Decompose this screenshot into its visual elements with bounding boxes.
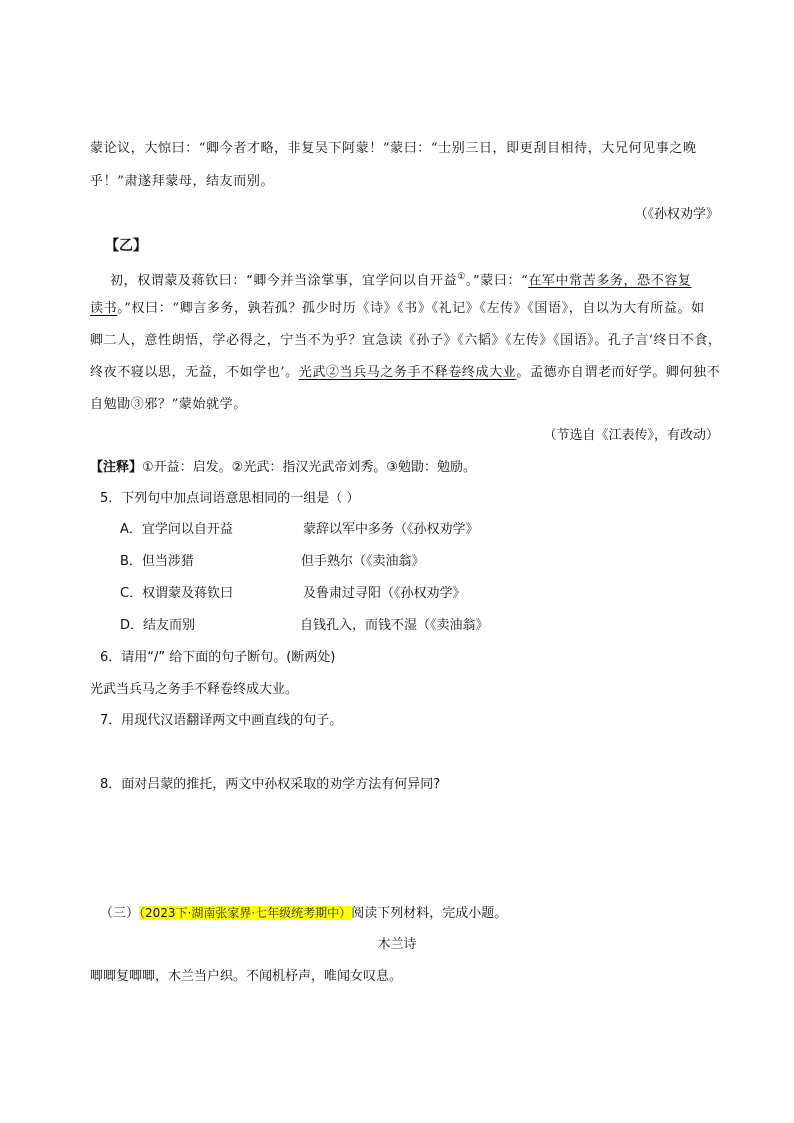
- passage-b-line-1: [110, 267, 750, 291]
- passage-b-line-4: [90, 363, 730, 383]
- q5-option-b-left: B．但当涉猎: [120, 554, 194, 569]
- underlined-sentence-a: 在军中常苦多务，恐不容复: [528, 273, 692, 289]
- section-3-heading: [100, 903, 740, 924]
- notes-label: 【注释】: [90, 460, 143, 475]
- q5-option-a-left: A．宜学问以自开益: [120, 522, 233, 537]
- passage-b-line-4-rest: 。孟德亦自谓老而好学。卿何独不: [516, 365, 721, 380]
- passage-a-line-1: 蒙论议，大惊曰：“卿今者才略，非复吴下阿蒙！”蒙曰：“士别三日，即更刮目相待，大兄何见事之晚: [90, 141, 697, 156]
- passage-a-source: （《孙权劝学》: [634, 207, 719, 222]
- question-6-stem: 6．请用“/” 给下面的句子断句。(断两处): [100, 650, 336, 665]
- question-6-sentence: 光武当兵马之务手不释卷终成大业。: [90, 682, 299, 697]
- passage-b-line-1-mid: 。”蒙曰：“: [465, 273, 529, 289]
- question-5-stem: 5．下列句中加点词语意思相同的一组是（ ）: [100, 491, 360, 506]
- passage-a-line-2: 乎！”肃遂拜蒙母，结友而别。: [90, 174, 275, 189]
- q5-option-c-left: C．权谓蒙及蒋钦曰: [120, 586, 234, 601]
- note-marker: ①: [457, 272, 466, 282]
- passage-b-label: 【乙】: [105, 238, 147, 254]
- poem-title: 木兰诗: [377, 937, 417, 952]
- passage-b-line-4-text: 终夜不寝以思，无益，不如学也’。: [90, 365, 299, 380]
- underlined-sentence-b: 光武②当兵马之务手不释卷终成大业: [298, 365, 517, 380]
- section-3-prefix: （三）: [100, 906, 140, 921]
- passage-b-line-3: 卿二人，意性朗悟，学必得之，宁当不为乎？宜急读《孙子》《六韬》《左传》《国语》。孔子言‘终日不食，: [90, 333, 722, 348]
- notes-line: [90, 458, 730, 478]
- q5-option-a-right: 蒙辞以军中多务（《孙权劝学》: [303, 522, 479, 537]
- passage-b-line-5: 自勉勖③邪？”蒙始就学。: [90, 397, 247, 412]
- q5-option-d-right: 自钱孔入，而钱不湿（《卖油翁》: [300, 618, 489, 633]
- passage-b-line-1-text: 初，权谓蒙及蒋钦曰：“卿今并当涂掌事，宜学问以自开益: [110, 273, 458, 289]
- q5-option-b-right: 但手熟尔（《卖油翁》: [301, 554, 425, 569]
- q5-option-d-left: D．结友而别: [120, 618, 196, 633]
- q5-option-c-right: 及鲁肃过寻阳（《孙权劝学》: [303, 586, 466, 601]
- question-7-stem: 7．用现代汉语翻译两文中画直线的句子。: [100, 713, 343, 728]
- exam-source-highlight: （2023下·湖南张家界·七年级统考期中）: [139, 906, 352, 920]
- passage-b-line-2-text: 。”权曰：“卿言多务，孰若孤？孤少时历《诗》《书》《礼记》《左传》《国语》，自以为大有所益。如: [117, 301, 705, 316]
- poem-line-1: 唧唧复唧唧，木兰当户织。不闻机杼声，唯闻女叹息。: [90, 969, 403, 984]
- notes-text: ①开益：启发。②光武：指汉光武帝刘秀。③勉勖：勉励。: [142, 460, 476, 475]
- passage-b-line-2: [90, 299, 730, 319]
- passage-b-source: （节选自《江表传》，有改动）: [543, 428, 719, 443]
- question-8-stem: 8．面对吕蒙的推托，两文中孙权采取的劝学方法有何异同?: [100, 777, 441, 792]
- underlined-sentence-a-end: 读书: [90, 301, 118, 316]
- section-3-instruction: 阅读下列材料，完成小题。: [351, 906, 508, 921]
